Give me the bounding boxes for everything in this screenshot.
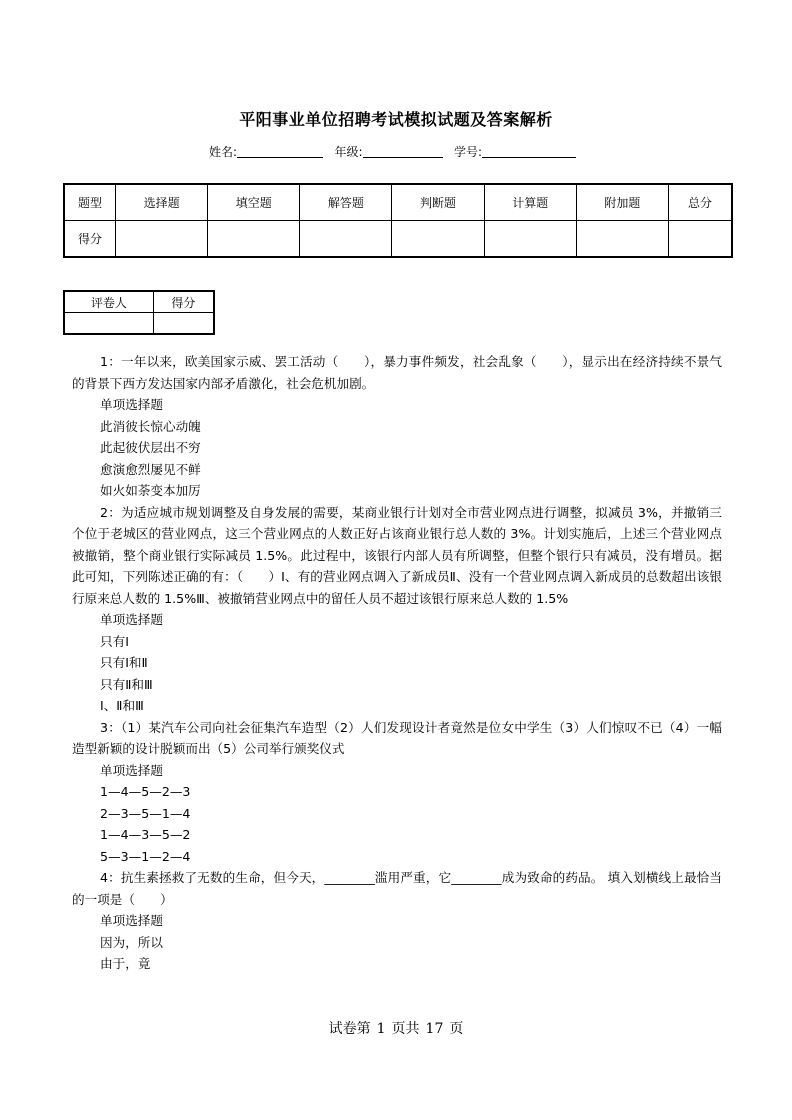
score-header-cell: 计算题 bbox=[484, 184, 576, 221]
grader-header-cell: 得分 bbox=[153, 291, 214, 313]
question-text: 4：抗生素拯救了无数的生命，但今天，________滥用严重，它________成为致命的药品。 填入划横线上最恰当的一项是（ ） bbox=[72, 870, 722, 907]
option[interactable]: 5—3—1—2—4 bbox=[100, 848, 191, 864]
question-type: 单项选择题 bbox=[100, 397, 163, 412]
page-footer bbox=[0, 1018, 792, 1038]
score-cell[interactable] bbox=[208, 221, 300, 258]
score-header-cell: 选择题 bbox=[116, 184, 208, 221]
score-row-label: 得分 bbox=[64, 221, 116, 258]
question-text: 3：（1）某汽车公司向社会征集汽车造型（2）人们发现设计者竟然是位女中学生（3）人们惊叹不已（4）一幅造型新颖的设计脱颖而出（5）公司举行颁奖仪式 bbox=[72, 719, 722, 756]
grader-cell[interactable] bbox=[64, 313, 153, 335]
question-type: 单项选择题 bbox=[100, 913, 163, 928]
grader-cell[interactable] bbox=[153, 313, 214, 335]
question-type: 单项选择题 bbox=[100, 612, 163, 627]
questions bbox=[72, 351, 722, 975]
page-title: 平阳事业单位招聘考试模拟试题及答案解析 bbox=[239, 110, 553, 129]
question-type: 单项选择题 bbox=[100, 762, 163, 778]
score-header-cell: 解答题 bbox=[300, 184, 392, 221]
score-header-cell: 附加题 bbox=[576, 184, 668, 221]
score-cell[interactable] bbox=[300, 221, 392, 258]
footer-page-number: 1 bbox=[376, 1021, 386, 1037]
footer-middle: 页共 bbox=[391, 1021, 420, 1037]
option[interactable]: 因为，所以 bbox=[100, 934, 163, 950]
score-header-cell: 总分 bbox=[668, 184, 732, 221]
score-cell[interactable] bbox=[668, 221, 732, 258]
score-header-cell: 填空题 bbox=[208, 184, 300, 221]
grade-field[interactable] bbox=[363, 145, 443, 158]
grader-value-row bbox=[64, 313, 214, 335]
score-value-row bbox=[64, 221, 732, 258]
name-label: 姓名: bbox=[209, 145, 238, 159]
option[interactable]: 只有Ⅱ和Ⅲ bbox=[100, 676, 153, 692]
option[interactable]: 此起彼伏层出不穷 bbox=[100, 440, 201, 455]
score-cell[interactable] bbox=[116, 221, 208, 258]
option[interactable]: 此消彼长惊心动魄 bbox=[100, 418, 201, 434]
score-cell[interactable] bbox=[576, 221, 668, 258]
option[interactable]: 只有Ⅰ bbox=[100, 633, 129, 649]
score-table bbox=[63, 183, 733, 258]
footer-suffix: 页 bbox=[449, 1021, 464, 1037]
question-text: 2：为适应城市规划调整及自身发展的需要，某商业银行计划对全市营业网点进行调整，拟减员 3%，并撤销三个位于老城区的营业网点，这三个营业网点的人数正好占该商业银行总人数的 3%。计划实施后，上述三个营业网点被撤销，整个商业银行实际减员 1.5%。此过程中，该银行内部人员有所调整，但整个银行只有减员，没有增员。据此可知，下列陈述正确的有：（ ）Ⅰ、有的营业网点调入了新成员Ⅱ、没有一个营业网点调入新成员的总数超出该银行原来总人数的 1.5%Ⅲ、被撤销营业网点中的留任人员不超过该银行原来总人数的 1.5% bbox=[72, 504, 722, 606]
id-field[interactable] bbox=[482, 145, 576, 158]
score-cell[interactable] bbox=[484, 221, 576, 258]
option[interactable]: 只有Ⅰ和Ⅱ bbox=[100, 655, 148, 670]
student-info bbox=[209, 143, 576, 160]
option[interactable]: 1—4—3—5—2 bbox=[100, 827, 191, 842]
score-header-cell: 题型 bbox=[64, 184, 116, 221]
grade-label: 年级: bbox=[334, 145, 363, 159]
question-text: 1：一年以来，欧美国家示威、罢工活动（ ），暴力事件频发，社会乱象（ ），显示出在经济持续不景气的背景下西方发达国家内部矛盾激化，社会危机加剧。 bbox=[72, 354, 722, 391]
score-cell[interactable] bbox=[392, 221, 484, 258]
grader-header-row bbox=[64, 291, 214, 313]
option[interactable]: 由于，竟 bbox=[100, 956, 151, 971]
name-field[interactable] bbox=[237, 145, 323, 158]
option[interactable]: 2—3—5—1—4 bbox=[100, 805, 191, 821]
footer-total-pages: 17 bbox=[425, 1021, 444, 1037]
option[interactable]: Ⅰ、Ⅱ和Ⅲ bbox=[100, 698, 144, 713]
footer-prefix: 试卷第 bbox=[328, 1021, 371, 1037]
score-header-cell: 判断题 bbox=[392, 184, 484, 221]
grader-table bbox=[63, 290, 215, 335]
grader-header-cell: 评卷人 bbox=[64, 291, 153, 313]
option[interactable]: 如火如荼变本加厉 bbox=[100, 483, 201, 498]
option[interactable]: 1—4—5—2—3 bbox=[100, 784, 191, 799]
id-label: 学号: bbox=[454, 145, 483, 159]
option[interactable]: 愈演愈烈屡见不鲜 bbox=[100, 461, 201, 477]
score-header-row bbox=[64, 184, 732, 221]
